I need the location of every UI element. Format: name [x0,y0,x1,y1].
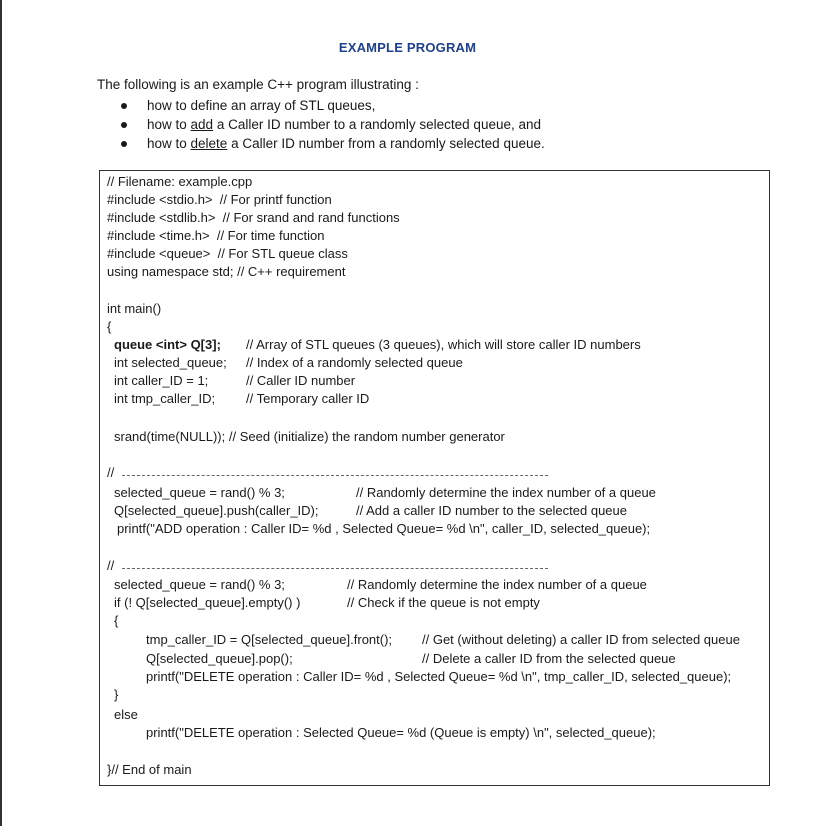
code-comment: // Array of STL queues (3 queues), which will store caller ID numbers [246,337,641,352]
list-item: how to define an array of STL queues, [121,96,545,115]
code-line-delete: if (! Q[selected_queue].empty() ) [114,595,301,610]
code-line-add: printf("ADD operation : Caller ID= %d , Selected Queue= %d \n", caller_ID, selected_queue); [117,521,651,536]
code-line-decl: int tmp_caller_ID; [114,391,216,406]
code-line-filename: // Filename: example.cpp [107,174,253,189]
code-comment: // Randomly determine the index number of a queue [347,577,647,592]
code-comment: // Delete a caller ID from the selected queue [422,651,676,666]
code-line-brace: { [107,319,112,334]
left-border-rule [0,0,2,826]
intro-text: The following is an example C++ program illustrating : [97,77,419,92]
list-item: how to add a Caller ID number to a randomly selected queue, and [121,115,545,134]
code-line-delete: printf("DELETE operation : Caller ID= %d , Selected Queue= %d \n", tmp_caller_ID, selected_queue); [146,669,732,684]
code-line-include: #include <queue> // For STL queue class [107,246,348,261]
separator-dashes [122,568,548,569]
code-line-decl: int caller_ID = 1; [114,373,209,388]
code-comment: // Add a caller ID number to the selected queue [356,503,628,518]
underlined-word: delete [190,136,228,151]
code-comment: // Get (without deleting) a caller ID from selected queue [422,632,740,647]
code-comment: // Caller ID number [246,373,356,388]
code-comment: // Check if the queue is not empty [347,595,540,610]
code-line-main: int main() [107,301,162,316]
code-line-decl: int selected_queue; [114,355,227,370]
code-line-srand: srand(time(NULL)); // Seed (initialize) the random number generator [114,429,505,444]
code-line-delete: printf("DELETE operation : Selected Queue= %d (Queue is empty) \n", selected_queue); [146,725,656,740]
code-line-include: #include <stdlib.h> // For srand and rand functions [107,210,400,225]
page-title: EXAMPLE PROGRAM [338,40,477,55]
code-separator-comment: // [107,465,115,480]
code-separator-comment: // [107,558,115,573]
code-line-delete: tmp_caller_ID = Q[selected_queue].front(); [146,632,393,647]
code-line-include: #include <time.h> // For time function [107,228,325,243]
code-line-brace: { [114,613,119,628]
code-comment: // Randomly determine the index number of a queue [356,485,656,500]
list-item: how to delete a Caller ID number from a randomly selected queue. [121,134,545,153]
code-listing-box [99,170,770,786]
code-line-end-main: }// End of main [107,762,192,777]
code-line-decl: queue <int> Q[3]; [114,337,221,352]
code-line-delete: Q[selected_queue].pop(); [146,651,293,666]
code-comment: // Temporary caller ID [246,391,370,406]
code-line-delete: selected_queue = rand() % 3; [114,577,285,592]
code-line-brace: } [114,687,119,702]
bullet-list [121,96,545,153]
code-line-add: selected_queue = rand() % 3; [114,485,285,500]
underlined-word: add [190,117,214,132]
code-line-else: else [114,707,138,722]
separator-dashes [122,475,548,476]
code-line-include: #include <stdio.h> // For printf function [107,192,332,207]
code-line-add: Q[selected_queue].push(caller_ID); [114,503,319,518]
code-line-using: using namespace std; // C++ requirement [107,264,346,279]
code-comment: // Index of a randomly selected queue [246,355,463,370]
